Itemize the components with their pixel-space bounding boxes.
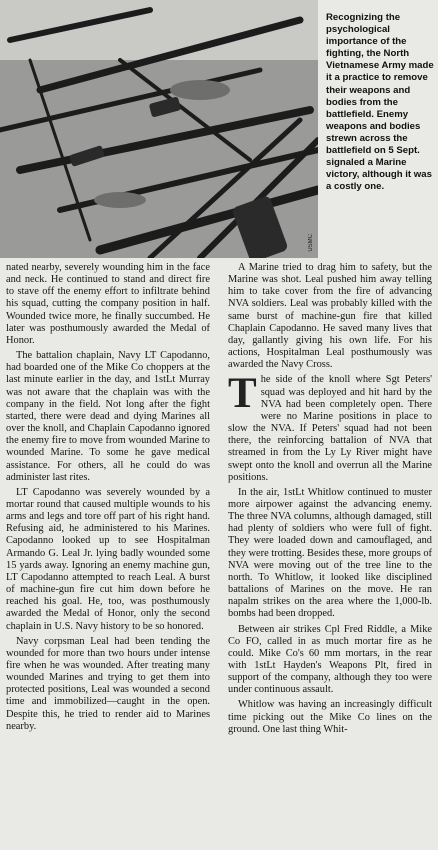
paragraph-text: he side of the knoll where Sgt Peters' squad was deployed and hit hard by the NVA had been completely open. There were no Marine positions in place to slow the NVA. If Peters' squad had not been there, the reinforcing battalion of NVA that streamed in from the Ly Ly River might have swept onto the knoll and overrun all the Marine positions. bbox=[228, 374, 432, 483]
paragraph: The battalion chaplain, Navy LT Capodanno, had boarded one of the Mike Co choppers at the last minute earlier in the day, and 1stLt Murray was not aware that the chaplain was with the company in the field. Not long after the fight started, there were dead and dying Marines all over the knoll, and Chaplain Capodanno ignored the enemy fire to move from wounded Marine to wounded Marine. To some he gave medical assistance. For others, all he could do was administer last rites. bbox=[6, 350, 210, 483]
weapons-pile-illustration bbox=[0, 0, 318, 258]
article-right-column bbox=[228, 262, 432, 739]
paragraph: Whitlow was having an increasingly difficult time picking out the Mike Co lines on the ground. One last thing Whit- bbox=[228, 699, 432, 735]
dropcap-letter: T bbox=[228, 370, 257, 418]
article-left-column bbox=[6, 262, 210, 736]
photo-credit: USMC bbox=[308, 234, 314, 252]
paragraph: In the air, 1stLt Whitlow continued to muster more airpower against the advancing enemy. The three NVA columns, although damaged, still had plenty of soldiers who were full of fight. They were loaded down and camouflaged, and they were trotting. Besides these, more groups of NVA were moving out of the tree line to the north. To Whitlow, it looked like disciplined battalions of Marines on the move. He ran napalm strikes on the area where the 1,000-lb. bombs had been dropped. bbox=[228, 486, 433, 620]
paragraph: Between air strikes Cpl Fred Riddle, a Mike Co FO, called in as much mortar fire as he could. Mike Co's 60 mm mortars, in the rear with 1stLt Hayden's Weapons Plt, fired in support of the company, although they too were under continuous assault. bbox=[228, 623, 432, 696]
paragraph: Navy corpsman Leal had been tending the wounded for more than two hours under intense fire when he was wounded. After treating many wounded Marines and trying to get them into protected positions, Leal was wounded a second time and immobilized—caught in the open. Despite this, he tried to render aid to Marines nearby. bbox=[6, 635, 210, 732]
dropcap-paragraph bbox=[228, 370, 432, 483]
paragraph: nated nearby, severely wounding him in the face and neck. He continued to stand and direct fire to stave off the enemy effort to infiltrate behind his squad, cutting the company position in half. Wounded twice more, he finally succumbed. He later was posthumously awarded the Medal of Honor. bbox=[6, 262, 210, 346]
paragraph: LT Capodanno was severely wounded by a mortar round that caused multiple wounds to his arms and legs and tore off part of his right hand. Refusing aid, he administered to his Marines. Capodanno looked up to see Hospitalman Armando G. Leal Jr. lying badly wounded some 15 yards away. Ignoring an enemy machine gun, LT Capodanno attempted to reach Leal. A burst of machine-gun fire cut him down before he reached his goal. He, too, was posthumously awarded the Medal of Honor, only the second chaplain in U.S. Navy history to be so honored. bbox=[6, 486, 210, 632]
captured-weapons-photo bbox=[0, 0, 318, 258]
photo-caption: Recognizing the psychological importance of the fighting, the North Vietnamese Army made it a practice to remove their weapons and bodies from the battlefield. Enemy weapons and bodies strewn across the battlefield on 5 Sept. signaled a Marine victory, although it was a costly one. bbox=[326, 12, 434, 193]
paragraph: A Marine tried to drag him to safety, but the Marine was shot. Leal pushed him away telling him to take cover from the fire of advancing NVA soldiers. Leal was probably killed with the same burst of machine-gun fire that killed Chaplain Capodanno. He saved many lives that day, gallantly giving his own life. For his actions, Hospitalman Leal posthumously was awarded the Navy Cross. bbox=[228, 262, 432, 371]
